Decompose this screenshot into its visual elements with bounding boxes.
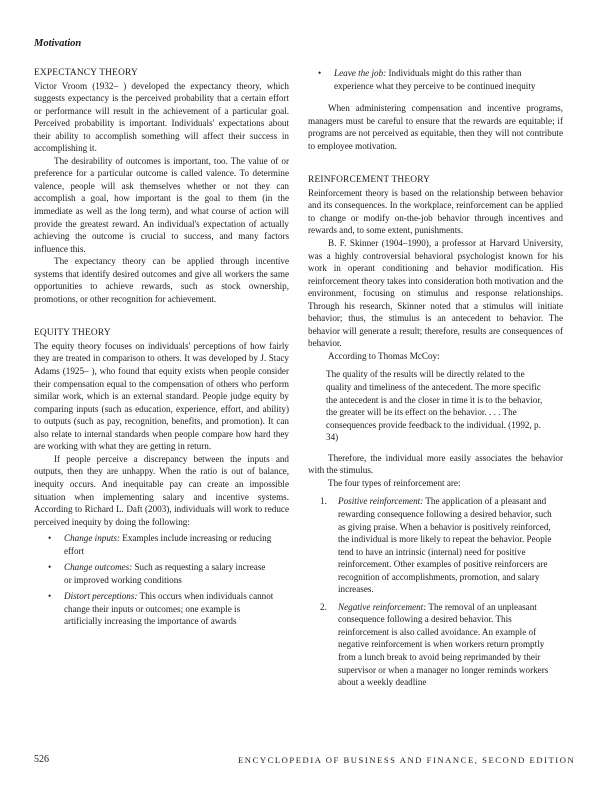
reinforcement-paragraph-1: Reinforcement theory is based on the relationship between behavior and its consequences. In the workplace, reinforcement can be applied to change or modify on-the-job behavior through incentives and rewards and, to some extent, punishments.	[308, 187, 563, 236]
page-number: 526	[34, 754, 49, 765]
running-head: Motivation	[34, 38, 82, 49]
reinforcement-paragraph-4: Therefore, the individual more easily associates the behavior with the stimulus.	[308, 452, 563, 476]
list-item: • Leave the job: Individuals might do this rather than experience what they perceive to be continued inequity	[318, 67, 556, 92]
expectancy-paragraph-2: The desirability of outcomes is important, too. The value of or preference for a particular outcome is called valence. To determine valence, people will ask themselves whether or not they can accomplish a goal, how important is the goal to them (in the immediate as well as the long term), and what course of action will provide the greatest reward. An individual's expectation of actually achieving the outcome is crucial to success, and many factors influence this.	[34, 155, 289, 254]
reinforcement-types-list	[308, 495, 563, 688]
list-item: 2. Negative reinforcement: The removal of an unpleasant consequence following a desired behavior. This reinforcement is also called avoidance. An example of negative reinforcement is when workers return promptly from a lunch break to avoid being reprimanded by their supervisor or when a manager no longer reminds workers about a weekly deadline	[320, 601, 549, 688]
block-quote: The quality of the results will be directly related to the quality and timeliness of the antecedent. The more specific the antecedent is and the closer in time it is to the behavior, the greater will be its effect on the behavior. . . . The consequences provide feedback to the individual. (1992, p. 34)	[326, 369, 543, 443]
left-column	[34, 67, 289, 632]
expectancy-heading: EXPECTANCY THEORY	[34, 68, 138, 78]
equity-paragraph-2: If people perceive a discrepancy between the inputs and outputs, then they are unhappy. When the ratio is out of balance, inequity occurs. And inequitable pay can create an impossible situation when implementing salary and incentive systems. According to Richard L. Daft (2003), individuals will work to reduce perceived inequity by doing the following:	[34, 453, 289, 527]
expectancy-paragraph-3: The expectancy theory can be applied through incentive systems that identify desired outcomes and give all workers the same opportunities to achieve rewards, such as stock ownership, promotions, or other recognition for achievement.	[34, 256, 289, 304]
equity-heading: EQUITY THEORY	[34, 328, 111, 339]
right-column	[308, 67, 563, 694]
equity-paragraph-1: The equity theory focuses on individuals' perceptions of how fairly they are treated in comparison to others. It was developed by J. Stacy Adams (1925– ), who found that equity exists when people consider their compensation equal to the compensation of others who perform similar work, which is an external standard. People judge equity by comparing inputs (such as education, experience, effort, and ability) to outputs (such as pay, recognition, benefits, and promotion). It can also relate to internal standards when people compare how hard they are working with what they are getting in return.	[34, 340, 289, 452]
reinforcement-paragraph-3: According to Thomas McCoy:	[328, 350, 440, 361]
list-item: • Change inputs: Examples include increasing or reducing effort	[48, 532, 274, 557]
list-item: 1. Positive reinforcement: The application of a pleasant and rewarding consequence following a desired behavior, such as giving praise. When a behavior is positively reinforced, the individual is more likely to repeat the behavior. People tend to have an intrinsic (internal) need for positive reinforcement. Other examples of positive reinforcers are recognition of accomplishments, promotion, and salary increases.	[320, 496, 552, 595]
list-item: • Distort perceptions: This occurs when individuals cannot change their inputs or outcomes; one example is artificially increasing the importance of awards	[48, 590, 274, 628]
reinforcement-paragraph-5: The four types of reinforcement are:	[328, 477, 461, 488]
inequity-list	[34, 532, 289, 628]
reinforcement-paragraph-2: B. F. Skinner (1904–1990), a professor at Harvard University, was a highly controversial behavioral psychologist known for his work in operant conditioning and behavior modification. His reinforcement theory takes into consideration both motivation and the environment, focusing on stimulus and response relationships. Through his research, Skinner noted that a stimulus will initiate behavior; thus, the stimulus is an antecedent to behavior. The behavior will generate a result; therefore, results are consequences of behavior.	[308, 238, 563, 349]
book-title: ENCYCLOPEDIA OF BUSINESS AND FINANCE, SECOND EDITION	[238, 755, 576, 765]
inequity-list-continued	[308, 67, 563, 92]
list-item: • Change outcomes: Such as requesting a salary increase or improved working conditions	[48, 561, 274, 586]
expectancy-paragraph-1: Victor Vroom (1932– ) developed the expectancy theory, which suggests expectancy is the perceived probability that a certain effort or performance will result in the achievement of a particular goal. Perceived probability is important. Individuals' expectations about their ability to accomplish something will affect their success in accomplishing it.	[34, 80, 289, 154]
reinforcement-heading: REINFORCEMENT THEORY	[308, 175, 431, 186]
admin-paragraph: When administering compensation and incentive programs, managers must be careful to ensure that the rewards are equitable; if programs are not perceived as equitable, then they will not contribute to employee motivation.	[308, 103, 563, 151]
